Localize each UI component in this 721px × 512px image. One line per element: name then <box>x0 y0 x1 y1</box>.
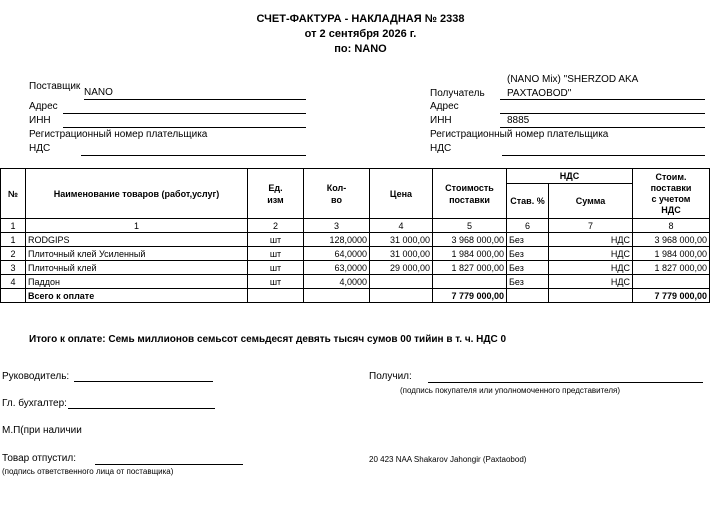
accountant-signature-line <box>68 408 215 409</box>
col-number: 1 <box>1 219 26 233</box>
stamp-label: М.П(при наличии <box>2 425 82 436</box>
recipient-name-line1: (NANO Mix) "SHERZOD AKA <box>507 74 639 85</box>
header-cost: Стоимость поставки <box>433 169 507 219</box>
header-vat: НДС <box>507 169 633 184</box>
released-caption: (подпись ответственного лица от поставщика) <box>2 467 174 476</box>
document-title: СЧЕТ-ФАКТУРА - НАКЛАДНАЯ № 2338 <box>256 13 465 25</box>
head-signature-line <box>74 381 213 382</box>
row-vat-rate: Без <box>507 233 549 247</box>
row-cost: 3 968 000,00 <box>433 233 507 247</box>
col-number: 5 <box>433 219 507 233</box>
header-vat-rate: Став. % <box>507 184 549 219</box>
row-total: 1 827 000,00 <box>633 261 710 275</box>
head-label: Руководитель: <box>2 371 70 382</box>
row-price <box>370 275 433 289</box>
total-row <box>1 289 710 303</box>
supplier-address-label: Адрес <box>29 101 58 112</box>
row-qty: 64,0000 <box>304 247 370 261</box>
table-row <box>1 233 710 247</box>
released-signature-line <box>95 464 243 465</box>
col-number: 7 <box>549 219 633 233</box>
col-number: 8 <box>633 219 710 233</box>
document-basis: по: NANO <box>334 43 387 55</box>
row-name: Плиточный клей <box>26 261 248 275</box>
header-name: Наименование товаров (работ,услуг) <box>26 169 248 219</box>
row-vat-sum: НДС <box>549 247 633 261</box>
supplier-vat-line <box>81 155 306 156</box>
row-number: 3 <box>1 261 26 275</box>
row-unit: шт <box>248 233 304 247</box>
header-vat-sum: Сумма <box>549 184 633 219</box>
received-caption: (подпись покупателя или уполномоченного представителя) <box>400 386 621 395</box>
supplier-name: NANO <box>84 87 113 98</box>
supplier-inn-line <box>63 127 306 128</box>
row-name: Плиточный клей Усиленный <box>26 247 248 261</box>
row-vat-sum: НДС <box>549 275 633 289</box>
column-number-row <box>1 219 710 233</box>
recipient-address-label: Адрес <box>430 101 459 112</box>
row-price: 29 000,00 <box>370 261 433 275</box>
row-vat-sum: НДС <box>549 233 633 247</box>
document-date: от 2 сентября 2026 г. <box>304 28 417 40</box>
accountant-label: Гл. бухгалтер: <box>2 398 67 409</box>
row-cost <box>433 275 507 289</box>
col-number: 4 <box>370 219 433 233</box>
row-unit: шт <box>248 275 304 289</box>
row-vat-rate: Без <box>507 275 549 289</box>
recipient-vat-line <box>502 155 705 156</box>
recipient-name-line <box>500 99 705 100</box>
total-sum: 7 779 000,00 <box>633 289 710 303</box>
received-label: Получил: <box>369 371 412 382</box>
row-total: 1 984 000,00 <box>633 247 710 261</box>
header-total: Стоим. поставки с учетом НДС <box>633 169 710 219</box>
recipient-label: Получатель <box>430 88 485 99</box>
items-table <box>0 168 710 303</box>
table-row <box>1 247 710 261</box>
header-price: Цена <box>370 169 433 219</box>
summary-text: Итого к оплате: Семь миллионов семьсот семьдесят девять тысяч сумов 00 тийин в т. ч. НДС 0 <box>29 334 507 345</box>
header-unit: Ед. изм <box>248 169 304 219</box>
row-qty: 128,0000 <box>304 233 370 247</box>
released-label: Товар отпустил: <box>2 453 76 464</box>
received-by: 20 423 NAA Shakarov Jahongir (Paxtaobod) <box>369 455 527 464</box>
row-vat-sum: НДС <box>549 261 633 275</box>
row-unit: шт <box>248 247 304 261</box>
row-vat-rate: Без <box>507 247 549 261</box>
recipient-vat-label: НДС <box>430 143 452 154</box>
row-number: 4 <box>1 275 26 289</box>
header-num: № <box>1 169 26 219</box>
row-qty: 4,0000 <box>304 275 370 289</box>
header-qty: Кол- во <box>304 169 370 219</box>
supplier-vat-label: НДС <box>29 143 51 154</box>
total-cost: 7 779 000,00 <box>433 289 507 303</box>
recipient-inn-line <box>500 127 705 128</box>
row-name: RODGIPS <box>26 233 248 247</box>
row-vat-rate: Без <box>507 261 549 275</box>
supplier-inn-label: ИНН <box>29 115 51 126</box>
row-number: 1 <box>1 233 26 247</box>
row-name: Паддон <box>26 275 248 289</box>
row-unit: шт <box>248 261 304 275</box>
recipient-address-line <box>500 113 705 114</box>
supplier-reg-label: Регистрационный номер плательщика <box>29 129 208 140</box>
supplier-label: Поставщик <box>29 81 81 92</box>
col-number: 2 <box>248 219 304 233</box>
row-price: 31 000,00 <box>370 233 433 247</box>
row-cost: 1 984 000,00 <box>433 247 507 261</box>
total-label: Всего к оплате <box>26 289 248 303</box>
received-signature-line <box>428 382 703 383</box>
col-number: 6 <box>507 219 549 233</box>
row-price: 31 000,00 <box>370 247 433 261</box>
row-total: 3 968 000,00 <box>633 233 710 247</box>
supplier-address-line <box>63 113 306 114</box>
row-total <box>633 275 710 289</box>
row-qty: 63,0000 <box>304 261 370 275</box>
row-number: 2 <box>1 247 26 261</box>
col-number: 1 <box>26 219 248 233</box>
table-row <box>1 261 710 275</box>
table-row <box>1 275 710 289</box>
recipient-reg-label: Регистрационный номер плательщика <box>430 129 609 140</box>
supplier-name-line <box>84 99 306 100</box>
row-cost: 1 827 000,00 <box>433 261 507 275</box>
recipient-name-line2: PAXTAOBOD" <box>507 88 572 99</box>
col-number: 3 <box>304 219 370 233</box>
recipient-inn: 8885 <box>507 115 530 126</box>
recipient-inn-label: ИНН <box>430 115 452 126</box>
